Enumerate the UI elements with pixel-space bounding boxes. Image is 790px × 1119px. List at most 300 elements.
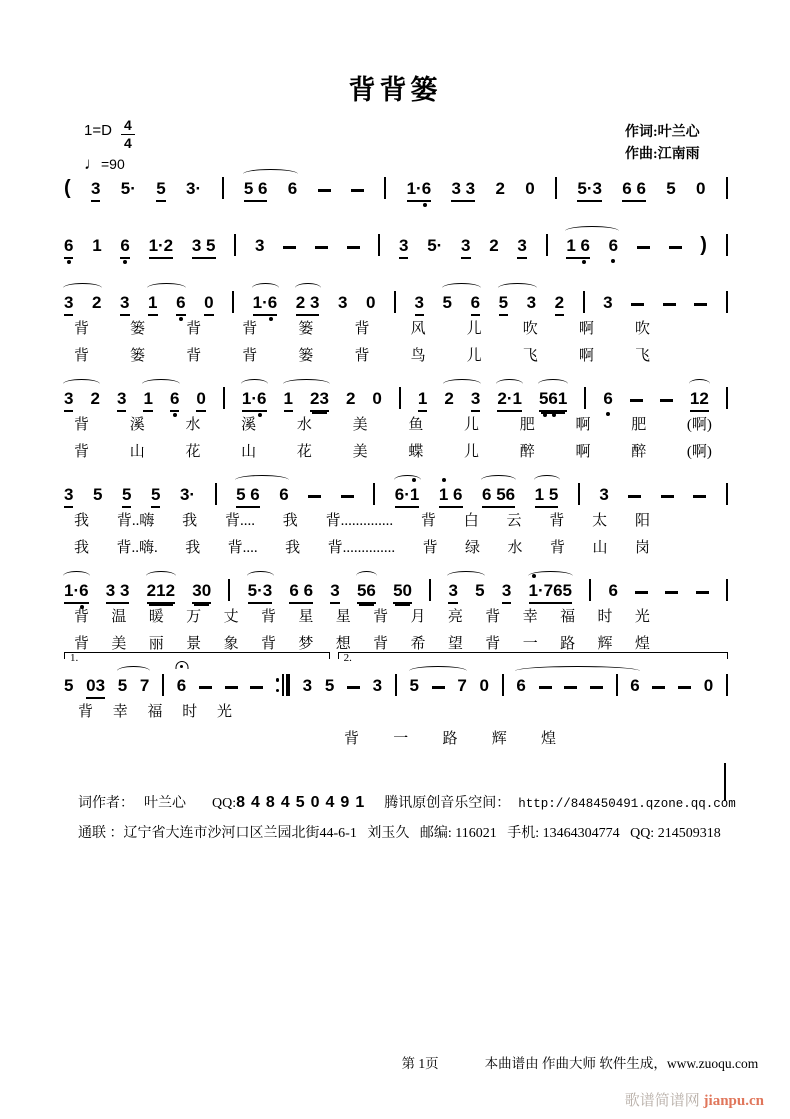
note: 6 bbox=[120, 236, 129, 259]
dash-note bbox=[693, 495, 706, 498]
page-footer bbox=[388, 1036, 758, 1088]
music-system bbox=[64, 570, 728, 658]
slur-arc bbox=[356, 571, 377, 581]
lyric-syllable: 肥 bbox=[519, 417, 535, 433]
note: 5 6 bbox=[236, 485, 260, 508]
dash-note bbox=[694, 303, 707, 306]
lyric-syllable: 美 bbox=[352, 444, 368, 460]
lyric-syllable: 福 bbox=[147, 704, 163, 720]
lyric-syllable: 鸟 bbox=[410, 348, 426, 364]
note: 6 bbox=[603, 389, 612, 409]
note: 2 3 bbox=[296, 293, 320, 316]
note: 3 bbox=[254, 236, 265, 255]
note: 1·2 bbox=[149, 236, 174, 259]
barline bbox=[589, 579, 591, 601]
barline bbox=[223, 387, 225, 409]
lyric-syllable: 背 bbox=[373, 609, 389, 625]
slur-arc bbox=[528, 571, 573, 581]
lyric-syllable: 背 bbox=[74, 609, 90, 625]
contact-line-2: 通联 ：辽宁省大连市沙河口区兰园北街44-6-1 刘玉久 邮编: 116021 手机: 13464304774 QQ: 214509318 bbox=[78, 826, 721, 841]
barline bbox=[228, 579, 230, 601]
dash-note bbox=[318, 189, 331, 192]
notes-row bbox=[64, 665, 728, 699]
lyric-syllable: 光 bbox=[634, 609, 650, 625]
lyric-syllable: 背 bbox=[354, 321, 370, 337]
credits bbox=[625, 122, 700, 166]
lyric-syllable: 我 bbox=[182, 513, 198, 529]
note: 5 bbox=[409, 676, 419, 695]
lyric-syllable: 啊 bbox=[578, 321, 594, 337]
lyric-syllable: 背..嗨 bbox=[116, 513, 155, 529]
note: 6 6 bbox=[289, 581, 313, 604]
note: 1 bbox=[418, 389, 427, 412]
note: 2 bbox=[495, 179, 505, 198]
note: 5 bbox=[117, 676, 128, 695]
lyric-syllable: 背 bbox=[186, 348, 202, 364]
lyric-syllable: 背 bbox=[485, 609, 501, 625]
lyric-syllable: 光 bbox=[216, 704, 232, 720]
barline bbox=[546, 234, 548, 256]
lyric-syllable: 背 bbox=[78, 704, 94, 720]
lyric-syllable: 想 bbox=[335, 636, 351, 652]
dash-note bbox=[678, 686, 691, 689]
dash-note bbox=[315, 246, 328, 249]
slur-arc bbox=[481, 475, 516, 485]
lyric-syllable: 风 bbox=[410, 321, 426, 337]
lyric-syllable: 背.... bbox=[224, 513, 255, 529]
note: 3 bbox=[603, 293, 613, 312]
lyric-syllable: 背.............. bbox=[325, 513, 394, 529]
key-signature: 1=D bbox=[84, 122, 112, 139]
barline bbox=[399, 387, 401, 409]
note: 3 bbox=[415, 293, 424, 316]
note: 6 bbox=[176, 293, 185, 316]
note: 0 bbox=[525, 179, 535, 198]
lyric-syllable: 儿 bbox=[466, 321, 482, 337]
lyricist-credit: 作词:叶兰心 bbox=[625, 125, 700, 140]
lyric-syllable: 星 bbox=[298, 609, 314, 625]
lyric-syllable: 丽 bbox=[148, 636, 164, 652]
lyric-syllable: 篓 bbox=[130, 348, 146, 364]
dash-note bbox=[665, 591, 678, 594]
note: 3 bbox=[120, 293, 129, 316]
dash-note bbox=[432, 686, 445, 689]
note: 56 bbox=[357, 581, 376, 604]
lyric-syllable: 云 bbox=[506, 513, 522, 529]
tempo-value: =90 bbox=[101, 156, 125, 172]
note: 6 bbox=[279, 485, 289, 504]
lyric-syllable: 花 bbox=[185, 444, 201, 460]
lyrics-row bbox=[64, 316, 728, 343]
phrase-paren: ( bbox=[64, 177, 71, 199]
dash-note bbox=[351, 189, 364, 192]
note: 23 bbox=[310, 389, 329, 412]
note: 0 bbox=[196, 389, 205, 412]
barline bbox=[726, 387, 728, 409]
note: 6 bbox=[287, 179, 298, 198]
note: 5 bbox=[666, 179, 676, 198]
slur-arc bbox=[146, 571, 176, 581]
note: 5 bbox=[324, 676, 335, 695]
lyric-syllable: 背 bbox=[420, 513, 436, 529]
slur-arc bbox=[252, 283, 279, 293]
lyric-syllable: 背 bbox=[74, 444, 90, 460]
lyrics-row bbox=[64, 699, 232, 726]
note: 6 bbox=[170, 389, 179, 412]
slur-arc bbox=[394, 475, 421, 485]
lyric-syllable: 醉 bbox=[631, 444, 647, 460]
note: 3 bbox=[117, 389, 126, 412]
lyric-syllable: 我 bbox=[185, 540, 201, 556]
note: 6 bbox=[630, 676, 640, 695]
lyric-syllable: 背.............. bbox=[327, 540, 396, 556]
barline bbox=[555, 177, 557, 199]
note: 0 bbox=[703, 676, 714, 695]
dash-note bbox=[347, 686, 360, 689]
note: 6·1 bbox=[395, 485, 420, 508]
lyric-syllable: 煌 bbox=[634, 636, 650, 652]
note: 1·6 bbox=[407, 179, 432, 202]
slur-arc bbox=[498, 283, 537, 293]
dash-note bbox=[669, 246, 682, 249]
note: 1 bbox=[148, 293, 157, 316]
lyric-syllable: 煌 bbox=[540, 731, 556, 747]
note: 3 bbox=[64, 485, 73, 508]
low-octave-dot bbox=[173, 413, 177, 417]
note: 1·6 bbox=[253, 293, 278, 316]
note: 3 bbox=[471, 389, 480, 412]
note: 0 bbox=[479, 676, 489, 695]
lyric-syllable: 景 bbox=[186, 636, 202, 652]
note: 3· bbox=[179, 485, 196, 504]
barline bbox=[215, 483, 217, 505]
note: 30 bbox=[192, 581, 211, 604]
lyrics-row bbox=[344, 726, 556, 753]
lyric-syllable: 月 bbox=[410, 609, 426, 625]
lyric-syllable: 福 bbox=[560, 609, 576, 625]
note: 1 bbox=[284, 389, 293, 412]
low-octave-dot bbox=[543, 413, 547, 417]
lyric-syllable: 背 bbox=[422, 540, 438, 556]
fermata-icon bbox=[175, 661, 188, 669]
note: 1·6 bbox=[64, 581, 89, 604]
note: 7 bbox=[457, 676, 467, 695]
note: 2·1 bbox=[497, 389, 522, 412]
lyric-syllable: 肥 bbox=[631, 417, 647, 433]
low-octave-dot bbox=[582, 260, 586, 264]
note: 3 bbox=[517, 236, 526, 259]
lyric-syllable: 背 bbox=[485, 636, 501, 652]
lyric-syllable: 辉 bbox=[491, 731, 507, 747]
notes-row bbox=[64, 168, 728, 202]
note: 561 bbox=[539, 389, 567, 412]
watermark-site: 歌谱简谱网 bbox=[624, 1093, 704, 1109]
low-octave-dot bbox=[258, 413, 262, 417]
slur-arc bbox=[147, 283, 186, 293]
lyric-syllable: 儿 bbox=[464, 444, 480, 460]
dash-note bbox=[637, 246, 650, 249]
note: 03 bbox=[86, 676, 105, 699]
barline bbox=[378, 234, 380, 256]
lyric-syllable: 万 bbox=[186, 609, 202, 625]
note: 3· bbox=[186, 179, 202, 198]
note: 6 6 bbox=[622, 179, 646, 202]
composer-credit: 作曲:江南雨 bbox=[625, 147, 700, 162]
lyric-syllable: 水 bbox=[507, 540, 523, 556]
note: 1 bbox=[143, 389, 152, 412]
lyric-syllable: 岗 bbox=[634, 540, 650, 556]
lyric-syllable: 山 bbox=[592, 540, 608, 556]
note: 5 bbox=[92, 485, 103, 504]
lyric-syllable: 时 bbox=[597, 609, 613, 625]
note: 6 bbox=[608, 581, 618, 600]
slur-arc bbox=[247, 571, 274, 581]
lyric-syllable: 丈 bbox=[223, 609, 239, 625]
slur-arc bbox=[235, 475, 289, 485]
lyric-syllable: 背 bbox=[74, 636, 90, 652]
barline bbox=[726, 579, 728, 601]
barline bbox=[429, 579, 431, 601]
slur-arc bbox=[142, 379, 180, 389]
slur-arc bbox=[63, 379, 100, 389]
note: 7 bbox=[139, 676, 150, 695]
dash-note bbox=[283, 246, 296, 249]
time-signature bbox=[121, 118, 135, 151]
notes-row bbox=[64, 474, 728, 508]
note: 3 bbox=[599, 485, 609, 504]
lyric-syllable: 希 bbox=[410, 636, 426, 652]
lyric-syllable: 背..嗨. bbox=[116, 540, 158, 556]
lyric-syllable: 我 bbox=[74, 513, 90, 529]
volta-2-label: 2. bbox=[343, 652, 352, 664]
lyric-syllable: 飞 bbox=[634, 348, 650, 364]
phrase-paren: ) bbox=[700, 234, 707, 256]
note: 1 6 bbox=[566, 236, 590, 259]
volta-2-bracket bbox=[338, 652, 728, 664]
dash-note bbox=[652, 686, 665, 689]
lyric-syllable: 背.... bbox=[227, 540, 258, 556]
low-octave-dot bbox=[123, 260, 127, 264]
lyric-syllable: 鱼 bbox=[408, 417, 424, 433]
lyric-syllable: 路 bbox=[560, 636, 576, 652]
barline bbox=[373, 483, 375, 505]
lyric-syllable: 背 bbox=[186, 321, 202, 337]
note: 3 bbox=[64, 293, 73, 316]
notes-row bbox=[64, 570, 728, 604]
barline bbox=[616, 674, 618, 696]
slur-arc bbox=[295, 283, 321, 293]
lyric-syllable: 绿 bbox=[465, 540, 481, 556]
dash-note bbox=[199, 686, 212, 689]
qq-number: 848450491 bbox=[236, 794, 371, 811]
low-octave-dot bbox=[552, 413, 556, 417]
slur-arc bbox=[409, 666, 467, 676]
barline bbox=[395, 674, 397, 696]
note: 1·6 bbox=[242, 389, 267, 412]
note: 0 bbox=[204, 293, 213, 316]
lyric-syllable: 一 bbox=[522, 636, 538, 652]
lyric-syllable: 花 bbox=[296, 444, 312, 460]
dash-note bbox=[696, 591, 709, 594]
lyric-syllable: (啊) bbox=[686, 444, 712, 460]
barline bbox=[584, 387, 586, 409]
slur-arc bbox=[63, 571, 90, 581]
note: 6 bbox=[516, 676, 526, 695]
score bbox=[64, 168, 728, 761]
lyric-syllable: 时 bbox=[182, 704, 198, 720]
note: 3 5 bbox=[192, 236, 216, 259]
dash-note bbox=[630, 399, 643, 402]
barline bbox=[726, 483, 728, 505]
lyric-syllable: 背 bbox=[260, 636, 276, 652]
barline bbox=[583, 291, 585, 313]
note: 3 bbox=[330, 581, 339, 604]
high-octave-dot bbox=[442, 478, 446, 482]
lyricist-name: 叶兰心 bbox=[144, 796, 186, 811]
lyric-syllable: 篓 bbox=[130, 321, 146, 337]
lyricist-label: 词作者： bbox=[78, 796, 134, 811]
note: 5 bbox=[475, 581, 485, 600]
music-system bbox=[64, 474, 728, 562]
note: 6 bbox=[64, 236, 73, 259]
key-time-tempo bbox=[84, 117, 135, 174]
note: 3 3 bbox=[106, 581, 130, 604]
note: 5 bbox=[442, 293, 453, 312]
note: 6 bbox=[177, 676, 186, 696]
note: 2 bbox=[90, 389, 100, 408]
note: 3 bbox=[372, 676, 383, 695]
lyric-syllable: 吹 bbox=[634, 321, 650, 337]
volta-1-label: 1. bbox=[70, 652, 79, 664]
slur-arc bbox=[443, 379, 481, 389]
note: 2 bbox=[489, 236, 499, 255]
note: 1·765 bbox=[529, 581, 572, 604]
note: 5·3 bbox=[577, 179, 602, 202]
note: 6 bbox=[471, 293, 480, 316]
low-octave-dot bbox=[179, 317, 183, 321]
note: 2 bbox=[555, 293, 564, 316]
lyric-syllable: 背 bbox=[354, 348, 370, 364]
dash-note bbox=[631, 303, 644, 306]
lyric-syllable: 背 bbox=[242, 321, 258, 337]
slur-arc bbox=[538, 379, 568, 389]
note: 3 bbox=[64, 389, 73, 412]
lyric-syllable: 溪 bbox=[129, 417, 145, 433]
music-system bbox=[64, 168, 728, 202]
lyrics-row bbox=[64, 439, 728, 466]
lyric-syllable: 背 bbox=[549, 513, 565, 529]
lyric-syllable: 啊 bbox=[575, 417, 591, 433]
note: 5 6 bbox=[244, 179, 268, 202]
lyric-syllable: 星 bbox=[335, 609, 351, 625]
notes-row bbox=[64, 225, 728, 259]
qzone-label: 腾讯原创音乐空间： bbox=[384, 796, 511, 811]
slur-arc bbox=[689, 379, 710, 389]
dash-note bbox=[564, 686, 577, 689]
dash-note bbox=[225, 686, 238, 689]
dash-note bbox=[539, 686, 552, 689]
lyric-syllable: 吹 bbox=[522, 321, 538, 337]
slur-arc bbox=[241, 379, 268, 389]
low-octave-dot bbox=[67, 260, 71, 264]
note: 2 bbox=[92, 293, 102, 312]
lyric-syllable: 梦 bbox=[298, 636, 314, 652]
lyric-syllable: 暖 bbox=[148, 609, 164, 625]
slur-arc bbox=[117, 666, 150, 676]
note: 6 bbox=[609, 236, 618, 256]
slur-arc bbox=[515, 666, 640, 676]
repeat-end-barline bbox=[276, 674, 290, 696]
dash-note bbox=[250, 686, 263, 689]
low-octave-dot bbox=[606, 412, 610, 416]
lyric-syllable: 蝶 bbox=[408, 444, 424, 460]
note: 3 bbox=[448, 581, 457, 604]
lyric-syllable: 太 bbox=[592, 513, 608, 529]
note: 5 bbox=[64, 676, 74, 695]
notes-row bbox=[64, 282, 728, 316]
note: 2 bbox=[345, 389, 356, 408]
dash-note bbox=[663, 303, 676, 306]
note: 3 bbox=[91, 179, 100, 202]
lyric-syllable: 儿 bbox=[464, 417, 480, 433]
slur-arc bbox=[447, 571, 485, 581]
lyric-syllable: 水 bbox=[296, 417, 312, 433]
barline bbox=[162, 674, 164, 696]
music-system bbox=[64, 225, 728, 259]
lyric-syllable: 背 bbox=[242, 348, 258, 364]
watermark bbox=[625, 1089, 764, 1110]
time-signature-denominator: 4 bbox=[123, 135, 132, 151]
dash-note bbox=[341, 495, 354, 498]
slur-arc bbox=[442, 283, 481, 293]
note: 0 bbox=[372, 389, 382, 408]
generator-credit: 本曲谱由 作曲大师 软件生成，www.zuoqu.com bbox=[484, 1056, 759, 1071]
lyric-syllable: 背 bbox=[373, 636, 389, 652]
note: 6 56 bbox=[482, 485, 515, 508]
lyric-syllable: 亮 bbox=[447, 609, 463, 625]
barline bbox=[726, 234, 728, 256]
low-octave-dot bbox=[269, 317, 273, 321]
lyric-syllable: 背 bbox=[549, 540, 565, 556]
watermark-domain: jianpu.cn bbox=[703, 1093, 764, 1109]
lyric-syllable: 背 bbox=[344, 731, 360, 747]
note: 2 bbox=[444, 389, 454, 408]
lyric-syllable: 儿 bbox=[466, 348, 482, 364]
dash-note bbox=[628, 495, 641, 498]
lyric-syllable: 背 bbox=[74, 348, 90, 364]
barline bbox=[502, 674, 504, 696]
lyric-syllable: 山 bbox=[241, 444, 257, 460]
note: 5 bbox=[156, 179, 165, 202]
dash-note bbox=[661, 495, 674, 498]
volta-row bbox=[64, 652, 728, 665]
barline bbox=[726, 674, 728, 696]
note: 0 bbox=[696, 179, 706, 198]
slur-arc bbox=[243, 169, 298, 179]
lyric-syllable: 幸 bbox=[522, 609, 538, 625]
qq-label: QQ: bbox=[212, 796, 237, 811]
lyric-syllable: 我 bbox=[282, 513, 298, 529]
lyric-syllable: 幸 bbox=[112, 704, 128, 720]
music-system bbox=[64, 665, 728, 753]
slur-arc bbox=[565, 226, 619, 236]
lyric-syllable: 背 bbox=[74, 417, 90, 433]
note: 5· bbox=[120, 179, 136, 198]
note: 3 bbox=[526, 293, 537, 312]
lyric-syllable: 背 bbox=[74, 321, 90, 337]
music-system bbox=[64, 378, 728, 466]
note: 0 bbox=[365, 293, 376, 312]
